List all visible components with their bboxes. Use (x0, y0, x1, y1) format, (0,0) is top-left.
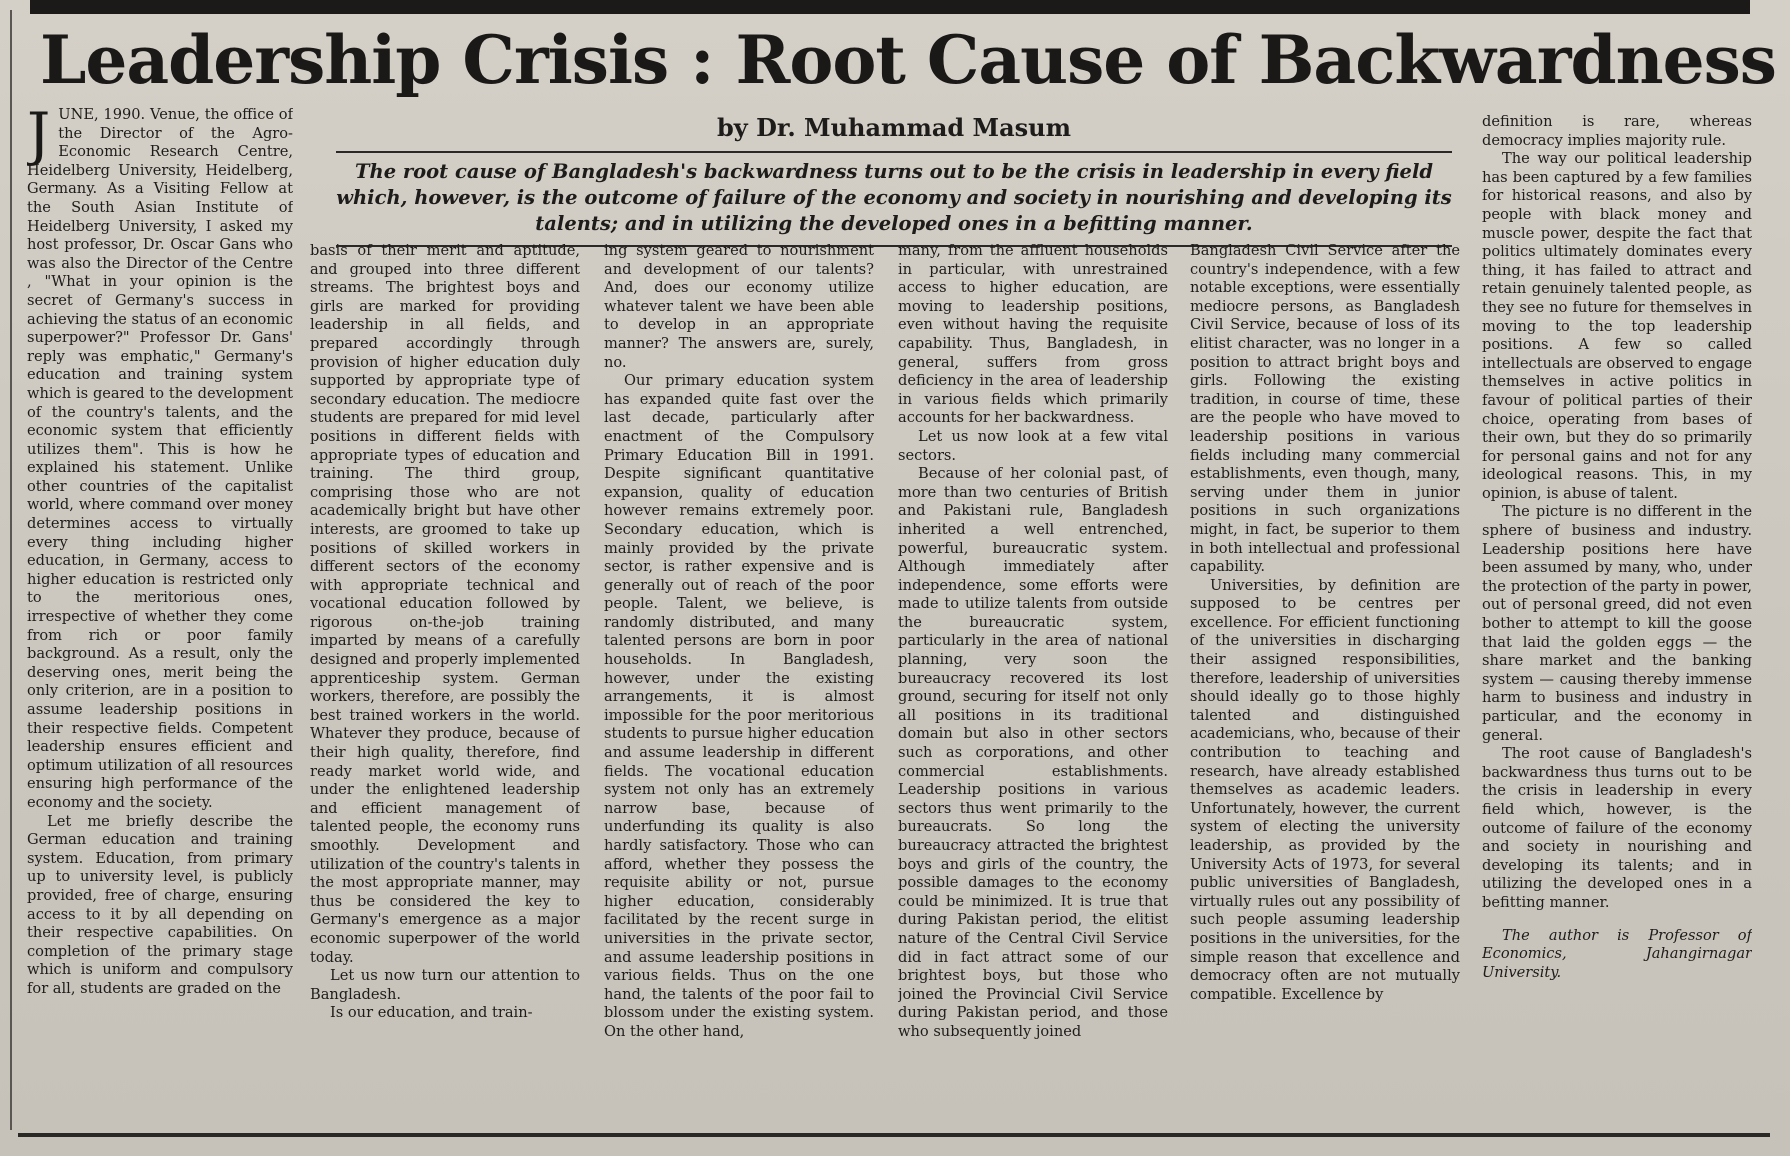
column-3-paragraph-2: Our primary education system has expanded quite fast over the last decade, particularly after enactment of the Compulsory Primary Education Bill in 1991. Despite significant quantitative expansion, quality of education however remains extremely poor. Secondary education, which is mainly provided by the private sector, is rather expensive and is generally out of reach of the poor people. Talent, we believe, is randomly distributed, and many talented persons are born in poor households. In Bangladesh, however, under the existing arrangements, it is almost impossible for the poor meritorious students to pursue higher education and assume leadership in different fields. The vocational education system not only has an extremely narrow base, because of underfunding its quality is also hardly satisfactory. Those who can afford, whether they possess the requisite ability or not, pursue higher education, considerably facilitated by the recent surge in universities in the private sector, and assume leadership positions in various fields. Thus on the one hand, the talents of the poor fail to blossom under the existing system. On the other hand, (604, 372, 874, 1040)
column-3-paragraph-1: ing system geared to nourishment and development of our talents? And, does our economy utilize whatever talent we have been able to develop in an appropriate manner? The answers are, surely, no. (604, 242, 874, 371)
top-black-bar (30, 0, 1750, 14)
column-6-paragraph-2: The way our political leadership has been captured by a few families for historical reasons, and also by people with black money and muscle power, despite the fact that politics ultimately dominates every thing, it has failed to attract and retain genuinely talented people, as they see no future for themselves in moving to the top leadership positions. A few so called intellectuals are observed to engage themselves in active politics in favour of political parties of their choice, operating from bases of their own, but they do so primarily for personal gains and not for any ideological reasons. This, in my opinion, is abuse of talent. (1482, 150, 1752, 502)
column-4-paragraph-2: Let us now look at a few vital sectors. (898, 427, 1168, 464)
column-5 (1190, 242, 1460, 1128)
deck-text: The root cause of Bangladesh's backwardness turns out to be the crisis in leadership in every field which, however, is the outcome of failure of the economy and society in nourishing and developing its talents; and in utilizing the developed ones in a befitting manner. (336, 160, 1452, 235)
column-6 (1482, 113, 1752, 1128)
deck-box (336, 151, 1452, 247)
column-2-paragraph-3: Is our education, and train- (330, 1004, 533, 1022)
author-credit: The author is Professor of Economics, Jahangirnagar University. (1482, 926, 1752, 981)
drop-cap: J (27, 106, 51, 168)
bottom-rule (18, 1133, 1770, 1137)
column-1-paragraph-2: Let me briefly describe the German education and training system. Education, from primary up to university level, is publicly provided, free of charge, ensuring access to it by all depending on their respective capabilities. On completion of the primary stage which is uniform and compulsory for all, students are graded on the (27, 812, 293, 997)
headline: Leadership Crisis : Root Cause of Backwardness (40, 21, 1776, 99)
column-4-paragraph-1: many, from the affluent households in particular, with unrestrained access to higher education, are moving to leadership positions, even without having the requisite capability. Thus, Bangladesh, in general, suffers from gross deficiency in the area of leadership in various fields which primarily accounts for her backwardness. (898, 242, 1168, 427)
column-2 (310, 242, 580, 1128)
column-2-paragraph-2: Let us now turn our attention to Bangladesh. (310, 967, 580, 1003)
column-5-paragraph-2: Universities, by definition are supposed to be centres per excellence. For efficient functioning of the universities in discharging their assigned responsibilities, therefore, leadership of universities should ideally go to those highly talented and distinguished academicians, who, because of their contribution to teaching and research, have already established themselves as academic leaders. Unfortunately, however, the current system of electing the university leadership, as provided by the University Acts of 1973, for several public universities of Bangladesh, virtually rules out any possibility of such people assuming leadership positions in the universities, for the simple reason that excellence and democracy often are not mutually compatible. Excellence by (1190, 576, 1460, 1003)
column-2-paragraph-1: basis of their merit and aptitude, and grouped into three different streams. The brightest boys and girls are marked for providing leadership in all fields, and prepared accordingly through provision of higher education duly supported by appropriate type of secondary education. The mediocre students are prepared for mid level positions in different fields with appropriate types of education and training. The third group, comprising those who are not academically bright but have other interests, are groomed to take up positions of skilled workers in different sectors of the economy with appropriate technical and vocational education followed by rigorous on-the-job training imparted by means of a carefully designed and properly implemented apprenticeship system. German workers, therefore, are possibly the best trained workers in the world. Whatever they produce, because of their high quality, therefore, find ready market world wide, and under the enlightened leadership and efficient management of talented people, the economy runs smoothly. Development and utilization of the country's talents in the most appropriate manner, may thus be considered the key to Germany's emergence as a major economic superpower of the world today. (310, 242, 580, 966)
column-5-paragraph-1: Bangladesh Civil Service after the country's independence, with a few notable exceptions, were essentially mediocre persons, as Bangladesh Civil Service, because of loss of its elitist character, was no longer in a position to attract bright boys and girls. Following the existing tradition, in course of time, these are the people who have moved to leadership positions in various fields including many commercial establishments, even though, many, serving under them in junior positions in such organizations might, in fact, be superior to them in both intellectual and professional capability. (1190, 242, 1460, 576)
column-1 (27, 106, 293, 1128)
column-6-paragraph-1: definition is rare, whereas democracy implies majority rule. (1482, 113, 1752, 149)
column-4-paragraph-3: Because of her colonial past, of more than two centuries of British and Pakistani rule, Bangladesh inherited a well entrenched, powerful, bureaucratic system. Although immediately after independence, some efforts were made to utilize talents from outside the bureaucratic system, particularly in the area of national planning, very soon the bureaucracy recovered its lost ground, securing for itself not only all positions in its traditional domain but also in other sectors such as corporations, and other commercial establishments. Leadership positions in various sectors thus went primarily to the bureaucrats. So long the bureaucracy attracted the brightest boys and girls of the country, the possible damages to the economy could be minimized. It is true that during Pakistan period, the elitist nature of the Central Civil Service did in fact attract some of our brightest boys, but those who joined the Provincial Civil Service during Pakistan period, and those who subsequently joined (898, 465, 1168, 1040)
byline: by Dr. Muhammad Masum (716, 113, 1071, 142)
column-1-paragraph-1: JUNE, 1990. Venue, the office of the Director of the Agro-Economic Research Centre, Heidelberg University, Heidelberg, Germany. As a Visiting Fellow at the South Asian Institute of Heidelberg University, I asked my host professor, Dr. Oscar Gans who was also the Director of the Centre , "What in your opinion is the secret of Germany's success in achieving the status of an economic superpower?" Professor Dr. Gans' reply was emphatic," Germany's education and training system which is geared to the development of the country's talents, and the economic system that efficiently utilizes them". This is how he explained his statement. Unlike other countries of the capitalist world, where command over money determines access to virtually every thing including higher education, in Germany, access to higher education is restricted only to the meritorious ones, irrespective of whether they come from rich or poor family background. As a result, only the deserving ones, merit being the only criterion, are in a position to assume leadership positions in their respective fields. Competent leadership ensures efficient and optimum utilization of all resources ensuring high performance of the economy and the society. (27, 106, 293, 811)
column-6-paragraph-4: The root cause of Bangladesh's backwardness thus turns out to be the crisis in leadership in every field which, however, is the outcome of failure of the economy and society in nourishing and developing its talents; and in utilizing the developed ones in a befitting manner. (1482, 745, 1752, 911)
column-4 (898, 242, 1168, 1128)
column-6-paragraph-3: The picture is no different in the sphere of business and industry. Leadership positions here have been assumed by many, who, under the protection of the party in power, out of personal greed, did not even bother to attempt to kill the goose that laid the golden eggs — the share market and the banking system — causing thereby immense harm to business and industry in particular, and the economy in general. (1482, 503, 1752, 744)
left-column-rule (10, 10, 12, 1130)
column-3 (604, 242, 874, 1128)
